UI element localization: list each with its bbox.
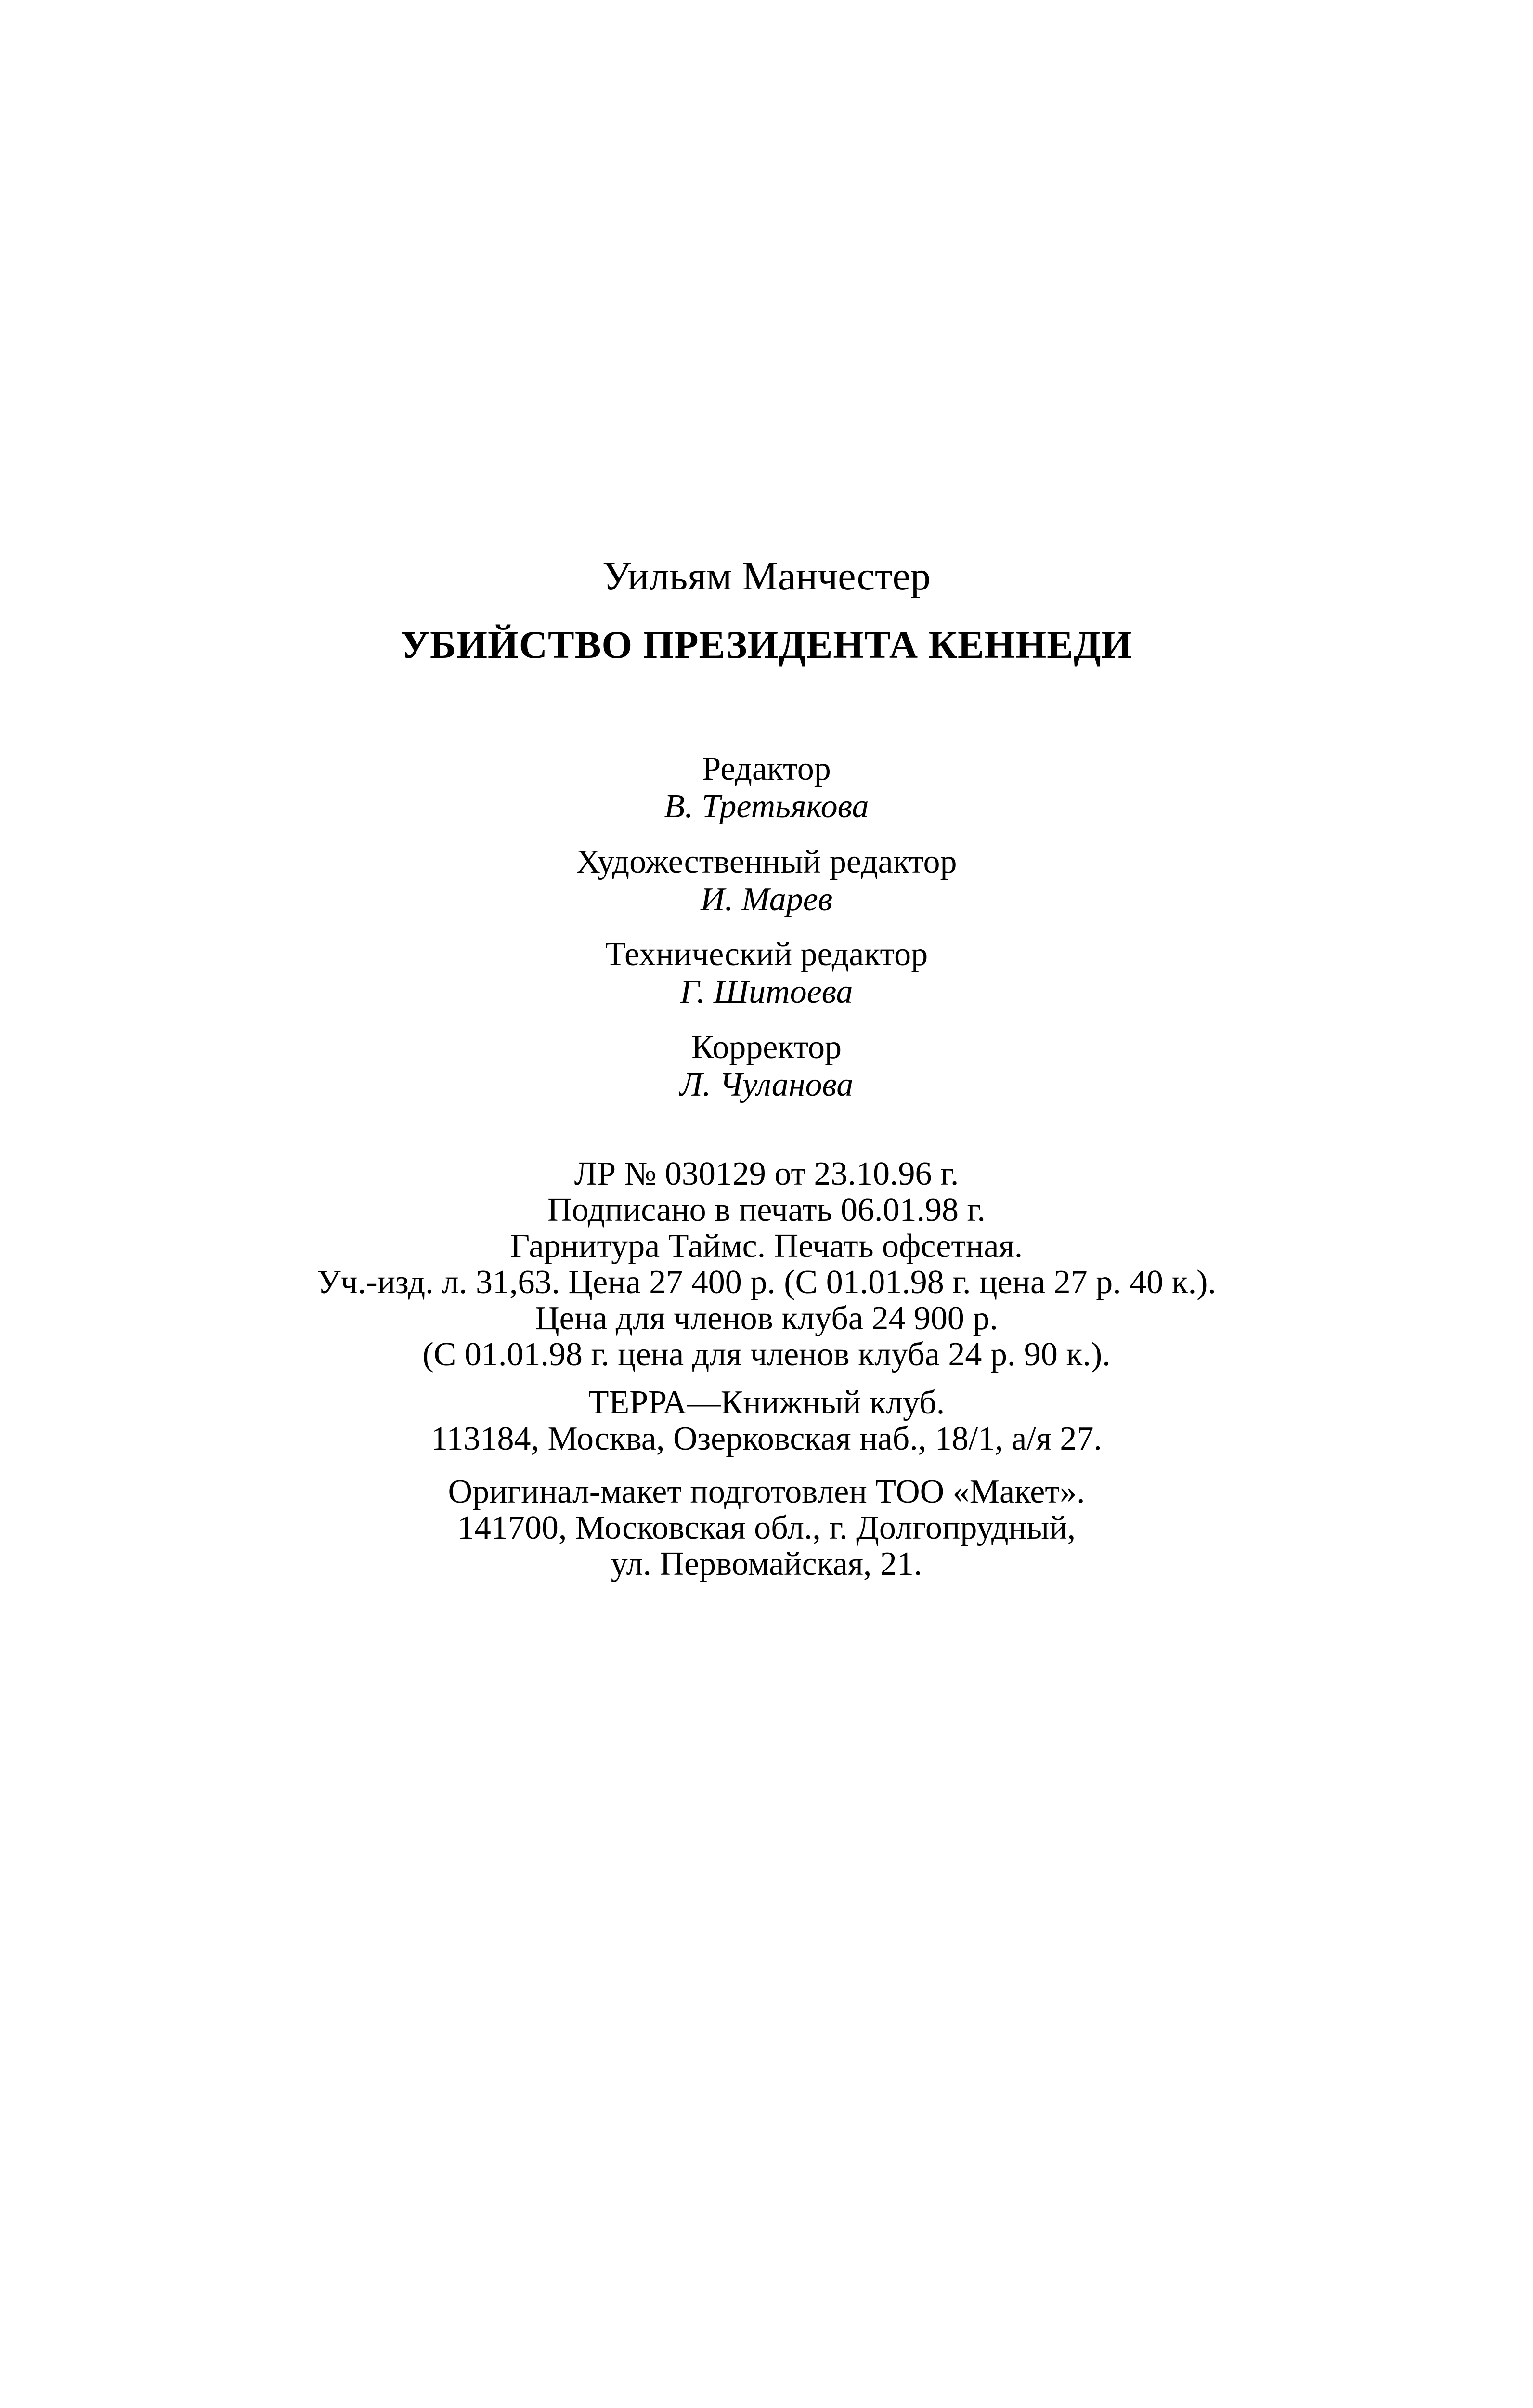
book-title: УБИЙСТВО ПРЕЗИДЕНТА КЕННЕДИ	[400, 623, 1133, 667]
credit-role-art-editor: Художественный редактор	[576, 843, 957, 880]
imprint-signed: Подписано в печать 06.01.98 г.	[547, 1191, 986, 1229]
imprint-license: ЛР № 030129 от 23.10.96 г.	[574, 1155, 959, 1192]
layout-maker-line-1: Оригинал-макет подготовлен ТОО «Макет».	[448, 1473, 1085, 1510]
layout-maker-line-3: ул. Первомайская, 21.	[611, 1545, 922, 1583]
imprint-club-price: Цена для членов клуба 24 900 р.	[535, 1300, 998, 1337]
layout-maker-line-2: 141700, Московская обл., г. Долгопрудный,	[457, 1509, 1076, 1546]
credit-person-proofreader: Л. Чуланова	[679, 1066, 854, 1103]
book-author: Уильям Манчестер	[602, 554, 931, 599]
imprint-club-price-new: (С 01.01.98 г. цена для членов клуба 24 р. 90 к.).	[422, 1336, 1111, 1373]
imprint-typeface: Гарнитура Таймс. Печать офсетная.	[510, 1228, 1023, 1265]
credit-person-editor: В. Третьякова	[664, 788, 869, 825]
imprint-volume-price: Уч.-изд. л. 31,63. Цена 27 400 р. (С 01.01.98 г. цена 27 р. 40 к.).	[317, 1264, 1216, 1301]
publisher-name: ТЕРРА—Книжный клуб.	[588, 1384, 945, 1421]
credit-role-technical-editor: Технический редактор	[605, 936, 928, 973]
credit-role-proofreader: Корректор	[691, 1029, 842, 1066]
credit-person-technical-editor: Г. Шитоева	[680, 973, 853, 1010]
credit-person-art-editor: И. Марев	[700, 881, 833, 918]
credit-role-editor: Редактор	[702, 750, 831, 787]
publisher-address: 113184, Москва, Озерковская наб., 18/1, а/я 27.	[431, 1420, 1102, 1457]
